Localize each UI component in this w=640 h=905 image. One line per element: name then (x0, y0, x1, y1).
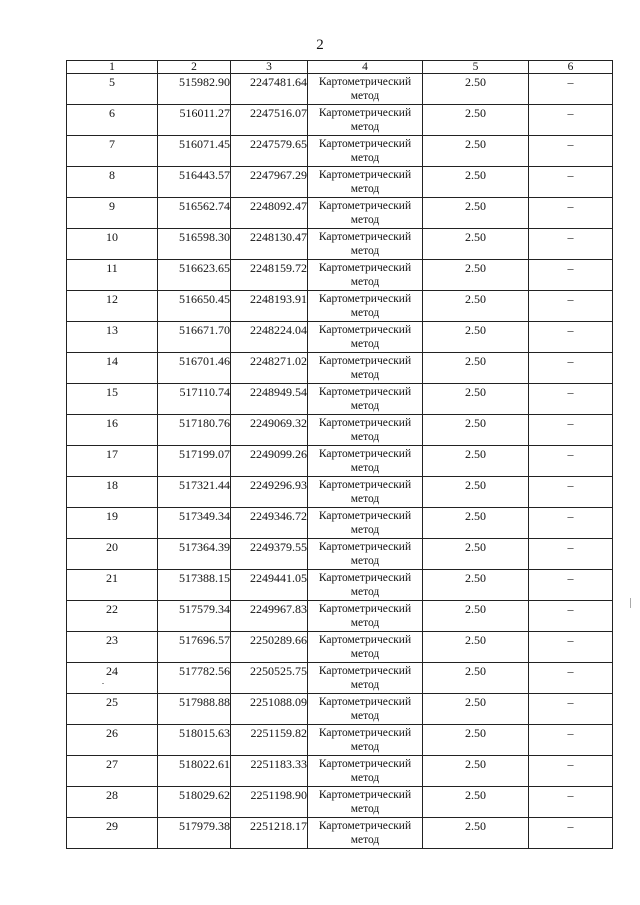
method-cell: Картометрический метод (308, 787, 423, 818)
table-row (67, 229, 613, 260)
x-coordinate-cell: 516562.74 (158, 198, 231, 229)
point-number-cell: 20 (67, 539, 158, 570)
point-number-cell: 15 (67, 384, 158, 415)
x-coordinate-cell: 517180.76 (158, 415, 231, 446)
point-number-cell: 16 (67, 415, 158, 446)
table-row (67, 663, 613, 694)
accuracy-cell: 2.50 (423, 539, 529, 570)
method-cell: Картометрический метод (308, 725, 423, 756)
description-cell: – (529, 415, 613, 446)
method-cell: Картометрический метод (308, 694, 423, 725)
description-cell: – (529, 198, 613, 229)
y-coordinate-cell: 2248092.47 (231, 198, 308, 229)
column-header: 6 (529, 61, 613, 74)
x-coordinate-cell: 518015.63 (158, 725, 231, 756)
method-cell: Картометрический метод (308, 74, 423, 105)
description-cell: – (529, 322, 613, 353)
accuracy-cell: 2.50 (423, 167, 529, 198)
accuracy-cell: 2.50 (423, 74, 529, 105)
y-coordinate-cell: 2251198.90 (231, 787, 308, 818)
column-header: 4 (308, 61, 423, 74)
x-coordinate-cell: 517388.15 (158, 570, 231, 601)
point-number-cell: 14 (67, 353, 158, 384)
description-cell: – (529, 74, 613, 105)
y-coordinate-cell: 2249099.26 (231, 446, 308, 477)
accuracy-cell: 2.50 (423, 322, 529, 353)
x-coordinate-cell: 516011.27 (158, 105, 231, 136)
y-coordinate-cell: 2250289.66 (231, 632, 308, 663)
description-cell: – (529, 756, 613, 787)
method-cell: Картометрический метод (308, 260, 423, 291)
table-body (67, 61, 613, 849)
x-coordinate-cell: 516650.45 (158, 291, 231, 322)
method-cell: Картометрический метод (308, 539, 423, 570)
table-row (67, 694, 613, 725)
x-coordinate-cell: 516443.57 (158, 167, 231, 198)
x-coordinate-cell: 517110.74 (158, 384, 231, 415)
y-coordinate-cell: 2248271.02 (231, 353, 308, 384)
accuracy-cell: 2.50 (423, 632, 529, 663)
point-number-cell: 11 (67, 260, 158, 291)
point-number-cell: 28 (67, 787, 158, 818)
accuracy-cell: 2.50 (423, 508, 529, 539)
x-coordinate-cell: 517321.44 (158, 477, 231, 508)
method-cell: Картометрический метод (308, 384, 423, 415)
x-coordinate-cell: 518029.62 (158, 787, 231, 818)
table-row (67, 508, 613, 539)
point-number-cell: 10 (67, 229, 158, 260)
accuracy-cell: 2.50 (423, 198, 529, 229)
table-row (67, 539, 613, 570)
y-coordinate-cell: 2250525.75 (231, 663, 308, 694)
y-coordinate-cell: 2247481.64 (231, 74, 308, 105)
column-header: 2 (158, 61, 231, 74)
method-cell: Картометрический метод (308, 229, 423, 260)
description-cell: – (529, 694, 613, 725)
point-number-cell: 26 (67, 725, 158, 756)
point-number-cell: 27 (67, 756, 158, 787)
description-cell: – (529, 291, 613, 322)
page-number: 2 (316, 37, 324, 53)
accuracy-cell: 2.50 (423, 694, 529, 725)
description-cell: – (529, 570, 613, 601)
description-cell: – (529, 632, 613, 663)
x-coordinate-cell: 517979.38 (158, 818, 231, 849)
y-coordinate-cell: 2247967.29 (231, 167, 308, 198)
method-cell: Картометрический метод (308, 508, 423, 539)
table-row (67, 601, 613, 632)
x-coordinate-cell: 517988.88 (158, 694, 231, 725)
point-number-cell: 18 (67, 477, 158, 508)
x-coordinate-cell: 517579.34 (158, 601, 231, 632)
x-coordinate-cell: 516701.46 (158, 353, 231, 384)
point-number-cell: 25 (67, 694, 158, 725)
accuracy-cell: 2.50 (423, 353, 529, 384)
y-coordinate-cell: 2249967.83 (231, 601, 308, 632)
description-cell: – (529, 539, 613, 570)
method-cell: Картометрический метод (308, 818, 423, 849)
y-coordinate-cell: 2248224.04 (231, 322, 308, 353)
y-coordinate-cell: 2249441.05 (231, 570, 308, 601)
description-cell: – (529, 260, 613, 291)
method-cell: Картометрический метод (308, 570, 423, 601)
accuracy-cell: 2.50 (423, 818, 529, 849)
point-number-cell: 23 (67, 632, 158, 663)
y-coordinate-cell: 2248949.54 (231, 384, 308, 415)
table-row (67, 787, 613, 818)
description-cell: – (529, 353, 613, 384)
y-coordinate-cell: 2248193.91 (231, 291, 308, 322)
table-row (67, 384, 613, 415)
y-coordinate-cell: 2248130.47 (231, 229, 308, 260)
x-coordinate-cell: 517349.34 (158, 508, 231, 539)
table-row (67, 415, 613, 446)
table-header-row (67, 61, 613, 74)
table-row (67, 291, 613, 322)
description-cell: – (529, 229, 613, 260)
x-coordinate-cell: 516623.65 (158, 260, 231, 291)
point-number-cell: 13 (67, 322, 158, 353)
point-number-cell: 29 (67, 818, 158, 849)
accuracy-cell: 2.50 (423, 229, 529, 260)
x-coordinate-cell: 515982.90 (158, 74, 231, 105)
table-row (67, 105, 613, 136)
method-cell: Картометрический метод (308, 632, 423, 663)
description-cell: – (529, 105, 613, 136)
method-cell: Картометрический метод (308, 446, 423, 477)
y-coordinate-cell: 2251218.17 (231, 818, 308, 849)
method-cell: Картометрический метод (308, 353, 423, 384)
method-cell: Картометрический метод (308, 167, 423, 198)
x-coordinate-cell: 517364.39 (158, 539, 231, 570)
description-cell: – (529, 787, 613, 818)
description-cell: – (529, 725, 613, 756)
accuracy-cell: 2.50 (423, 291, 529, 322)
x-coordinate-cell: 516598.30 (158, 229, 231, 260)
coordinates-table (66, 60, 613, 849)
table-row (67, 446, 613, 477)
point-number-cell: 12 (67, 291, 158, 322)
accuracy-cell: 2.50 (423, 477, 529, 508)
x-coordinate-cell: 516671.70 (158, 322, 231, 353)
y-coordinate-cell: 2251088.09 (231, 694, 308, 725)
y-coordinate-cell: 2248159.72 (231, 260, 308, 291)
method-cell: Картометрический метод (308, 198, 423, 229)
description-cell: – (529, 663, 613, 694)
point-number-cell: 21 (67, 570, 158, 601)
y-coordinate-cell: 2251183.33 (231, 756, 308, 787)
accuracy-cell: 2.50 (423, 663, 529, 694)
accuracy-cell: 2.50 (423, 570, 529, 601)
y-coordinate-cell: 2249069.32 (231, 415, 308, 446)
x-coordinate-cell: 517782.56 (158, 663, 231, 694)
accuracy-cell: 2.50 (423, 725, 529, 756)
description-cell: – (529, 508, 613, 539)
description-cell: – (529, 601, 613, 632)
accuracy-cell: 2.50 (423, 384, 529, 415)
point-number-cell: 19 (67, 508, 158, 539)
method-cell: Картометрический метод (308, 291, 423, 322)
method-cell: Картометрический метод (308, 136, 423, 167)
accuracy-cell: 2.50 (423, 601, 529, 632)
method-cell: Картометрический метод (308, 322, 423, 353)
description-cell: – (529, 384, 613, 415)
scan-margin-mark (630, 598, 631, 608)
table-row (67, 198, 613, 229)
column-header: 5 (423, 61, 529, 74)
table-row (67, 167, 613, 198)
method-cell: Картометрический метод (308, 756, 423, 787)
method-cell: Картометрический метод (308, 663, 423, 694)
description-cell: – (529, 446, 613, 477)
table-row (67, 570, 613, 601)
y-coordinate-cell: 2249379.55 (231, 539, 308, 570)
y-coordinate-cell: 2251159.82 (231, 725, 308, 756)
table-row (67, 136, 613, 167)
accuracy-cell: 2.50 (423, 756, 529, 787)
accuracy-cell: 2.50 (423, 260, 529, 291)
accuracy-cell: 2.50 (423, 446, 529, 477)
description-cell: – (529, 136, 613, 167)
point-number-cell: 8 (67, 167, 158, 198)
table-row (67, 322, 613, 353)
point-number-cell: 9 (67, 198, 158, 229)
table-row (67, 632, 613, 663)
x-coordinate-cell: 516071.45 (158, 136, 231, 167)
x-coordinate-cell: 518022.61 (158, 756, 231, 787)
accuracy-cell: 2.50 (423, 136, 529, 167)
y-coordinate-cell: 2247579.65 (231, 136, 308, 167)
accuracy-cell: 2.50 (423, 415, 529, 446)
point-number-cell: 5 (67, 74, 158, 105)
table-row (67, 74, 613, 105)
table-row (67, 260, 613, 291)
y-coordinate-cell: 2249346.72 (231, 508, 308, 539)
point-number-cell: 7 (67, 136, 158, 167)
point-number-cell: 24 (67, 663, 158, 694)
x-coordinate-cell: 517696.57 (158, 632, 231, 663)
accuracy-cell: 2.50 (423, 105, 529, 136)
accuracy-cell: 2.50 (423, 787, 529, 818)
column-header: 3 (231, 61, 308, 74)
table-row (67, 818, 613, 849)
y-coordinate-cell: 2247516.07 (231, 105, 308, 136)
method-cell: Картометрический метод (308, 105, 423, 136)
method-cell: Картометрический метод (308, 477, 423, 508)
description-cell: – (529, 818, 613, 849)
method-cell: Картометрический метод (308, 601, 423, 632)
table-row (67, 725, 613, 756)
column-header: 1 (67, 61, 158, 74)
point-number-cell: 6 (67, 105, 158, 136)
scan-speck (102, 683, 104, 684)
table-row (67, 353, 613, 384)
method-cell: Картометрический метод (308, 415, 423, 446)
point-number-cell: 17 (67, 446, 158, 477)
y-coordinate-cell: 2249296.93 (231, 477, 308, 508)
table-row (67, 756, 613, 787)
point-number-cell: 22 (67, 601, 158, 632)
description-cell: – (529, 167, 613, 198)
x-coordinate-cell: 517199.07 (158, 446, 231, 477)
table-row (67, 477, 613, 508)
description-cell: – (529, 477, 613, 508)
